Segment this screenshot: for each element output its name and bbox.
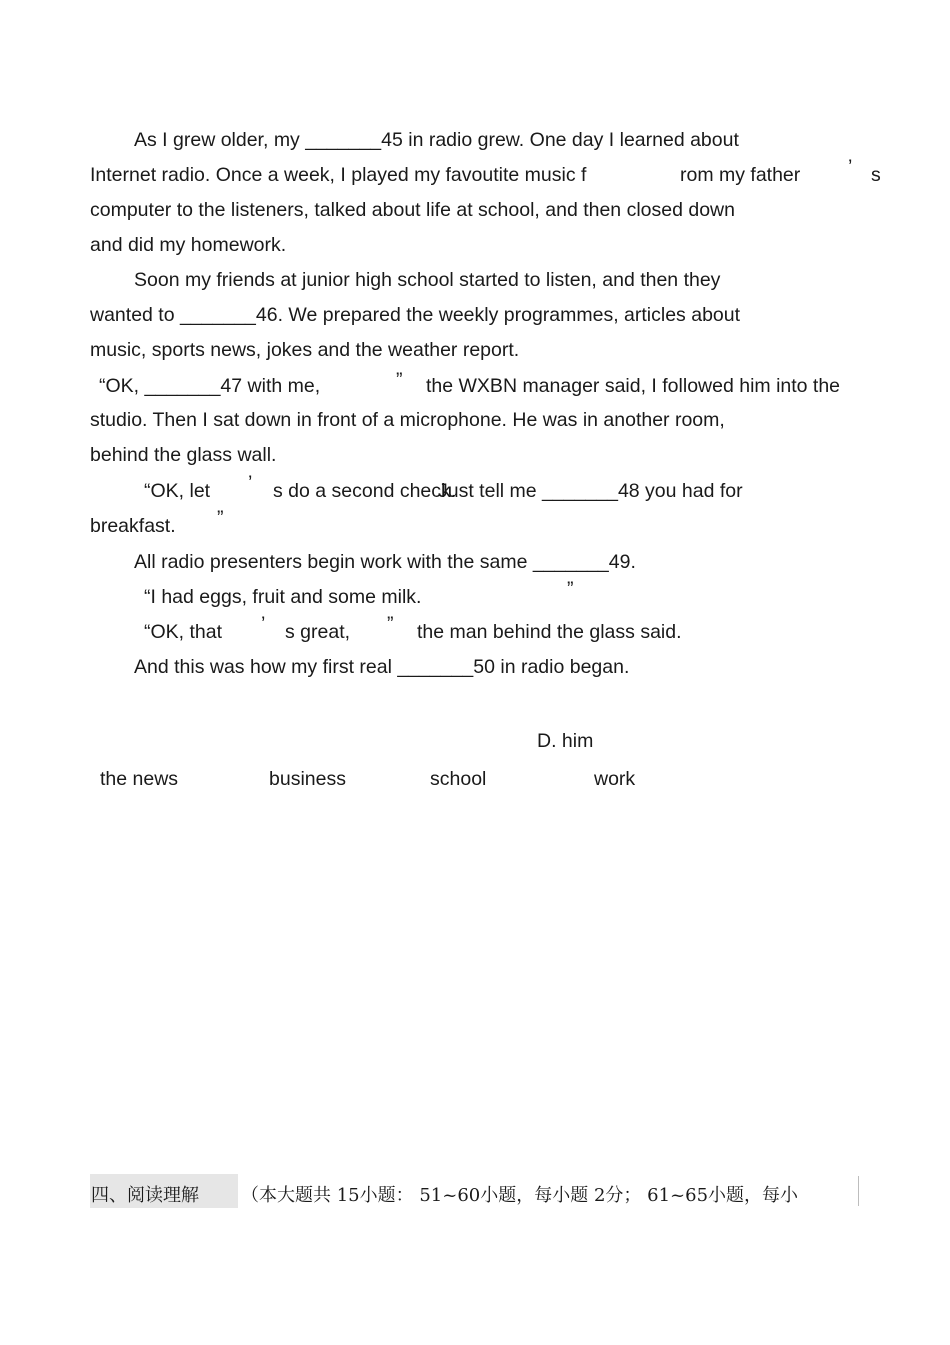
- apostrophe: ’: [261, 613, 266, 635]
- passage-line: Internet radio. Once a week, I played my favoutite music f: [90, 164, 587, 186]
- section-title: 四、阅读理解: [91, 1185, 199, 1206]
- option-d: D. him: [537, 730, 594, 752]
- passage-line: behind the glass wall.: [90, 444, 277, 466]
- passage-line: As I grew older, my _______45 in radio grew. One day I learned about: [134, 129, 739, 151]
- apostrophe: ’: [848, 156, 853, 178]
- passage-fragment: rom my father: [680, 164, 801, 186]
- passage-fragment: Just tell me _______48 you had for: [438, 480, 743, 502]
- passage-line: computer to the listeners, talked about life at school, and then closed down: [90, 199, 735, 221]
- section-note: （本大题共 15小题： 51~60小题，每小题 2分； 61~65小题，每小: [241, 1185, 799, 1206]
- passage-line: studio. Then I sat down in front of a microphone. He was in another room,: [90, 409, 725, 431]
- passage-fragment: “OK, _______47 with me,: [99, 375, 321, 397]
- close-quote: ”: [387, 613, 394, 635]
- passage-line: And this was how my first real _______50 in radio began.: [134, 656, 630, 678]
- passage-line: music, sports news, jokes and the weather report.: [90, 339, 520, 361]
- apostrophe: ’: [248, 472, 253, 494]
- close-quote: ”: [396, 369, 403, 391]
- close-quote: ”: [567, 578, 574, 600]
- passage-fragment: “OK, let: [144, 480, 211, 502]
- divider: [858, 1176, 859, 1206]
- option-word: the news: [100, 768, 179, 790]
- passage-fragment: s: [871, 164, 881, 186]
- passage-fragment: s do a second check.: [273, 480, 457, 502]
- passage-line: and did my homework.: [90, 234, 287, 256]
- passage-line: All radio presenters begin work with the same _______49.: [134, 551, 636, 573]
- close-quote: ”: [217, 507, 224, 529]
- passage-fragment: the man behind the glass said.: [417, 621, 682, 643]
- passage-fragment: breakfast.: [90, 515, 176, 537]
- passage-fragment: “OK, that: [144, 621, 223, 643]
- passage-line: wanted to _______46. We prepared the weekly programmes, articles about: [90, 304, 741, 326]
- passage-fragment: s great,: [285, 621, 351, 643]
- option-word: work: [594, 768, 636, 790]
- option-word: school: [430, 768, 487, 790]
- passage-line: Soon my friends at junior high school started to listen, and then they: [134, 269, 721, 291]
- option-word: business: [269, 768, 346, 790]
- passage-fragment: “I had eggs, fruit and some milk.: [144, 586, 422, 608]
- passage-fragment: the WXBN manager said, I followed him into the: [426, 375, 841, 397]
